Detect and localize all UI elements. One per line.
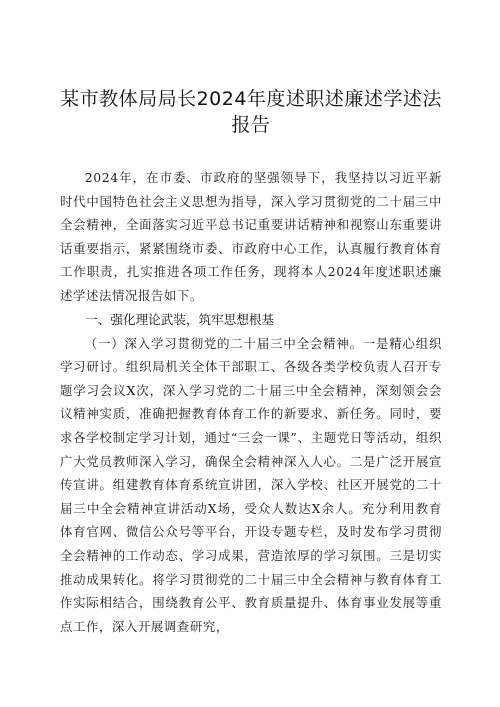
- document-title: [60, 86, 442, 138]
- section-1-heading: 一、强化理论武装，筑牢思想根基: [85, 311, 275, 327]
- title-line-2: 报告: [231, 114, 271, 136]
- intro-paragraph: 2024年，在市委、市政府的坚强领导下，我坚持以习近平新时代中国特色社会主义思想为指导，深入学习贯彻党的二十届三中全会精神，全面落实习近平总书记重要讲话精神和视察山东重要讲话重要指示，紧紧围绕市委、市政府中心工作，认真履行教育体育工作职责，扎实推进各项工作任务，现将本人2024年度述职述廉述学述法情况报告如下。: [60, 170, 442, 303]
- title-line-1: 某市教体局局长2024年度述职述廉述学述法: [60, 88, 442, 110]
- section-1-paragraph-1: （一）深入学习贯彻党的二十届三中全会精神。一是精心组织学习研讨。组织局机关全体干部职工、各级各类学校负责人召开专题学习会议X次，深入学习党的二十届三中全会精神，深刻领会会议精神实质，准确把握教育体育工作的新要求、新任务。同时，要求各学校制定学习计划，通过“三会一课”、主题党日等活动，组织广大党员教师深入学习，确保全会精神深入人心。二是广泛开展宣传宣讲。组建教育体育系统宣讲团，深入学校、社区开展党的二十届三中全会精神宣讲活动X场，受众人数达X余人。充分利用教育体育官网、微信公众号等平台，开设专题专栏，及时发布学习贯彻全会精神的工作动态、学习成果，营造浓厚的学习氛围。三是切实推动成果转化。将学习贯彻党的二十届三中全会精神与教育体育工作实际相结合，围绕教育公平、教育质量提升、体育事业发展等重点工作，深入开展调查研究，: [60, 335, 442, 634]
